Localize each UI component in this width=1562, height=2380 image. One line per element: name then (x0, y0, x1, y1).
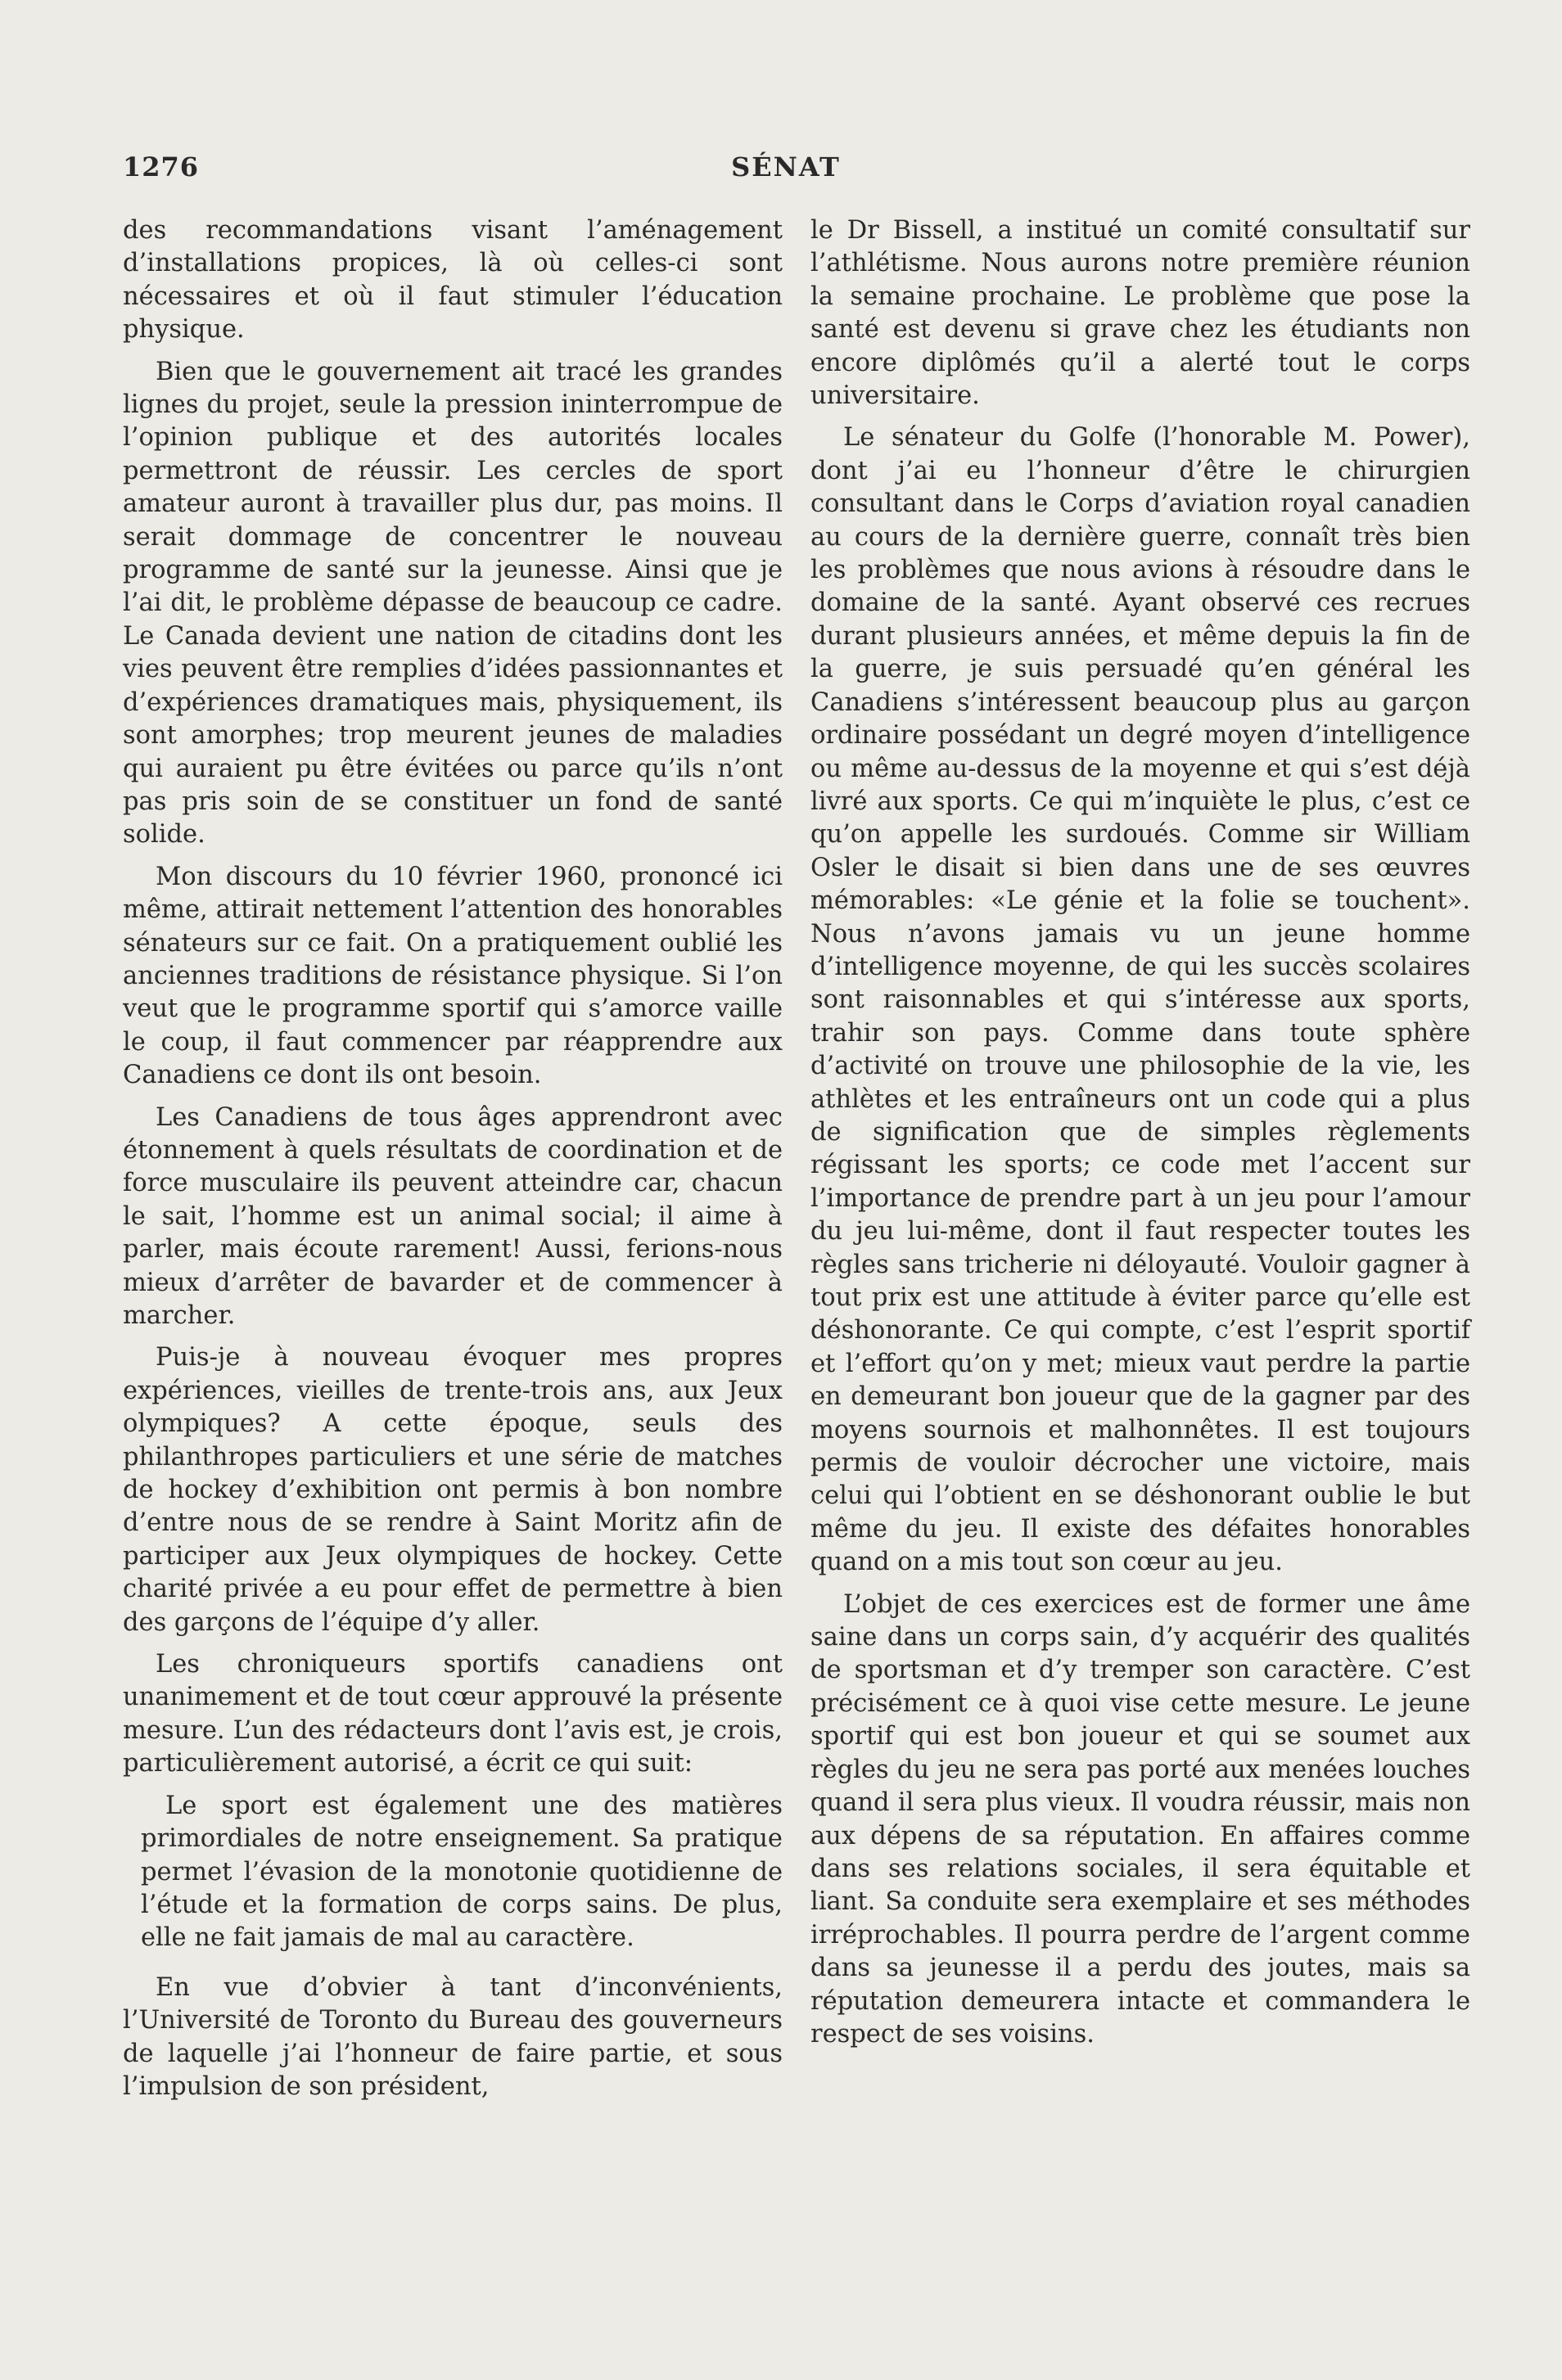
paragraph: Mon discours du 10 février 1960, prononcé ici même, attirait nettement l’attention des honorables sénateurs sur ce fait. On a pratiquement oublié les anciennes traditions de résistance physique. Si l’on veut que le programme sportif qui s’amorce vaille le coup, il faut commencer par réapprendre aux Canadiens ce dont ils ont besoin. (123, 862, 783, 1090)
paragraph: Les Canadiens de tous âges apprendront avec étonnement à quels résultats de coordination et de force musculaire ils peuvent atteindre car, chacun le sait, l’homme est un animal social; il aime à parler, mais écoute rarement! Aussi, ferions-nous mieux d’arrêter de bavarder et de commencer à marcher. (123, 1102, 783, 1330)
right-column (810, 214, 1470, 2060)
paragraph: Bien que le gouvernement ait tracé les grandes lignes du projet, seule la pression ininterrompue de l’opinion publique et des autorités locales permettront de réussir. Les cercles de sport amateur auront à travailler plus dur, pas moins. Il serait dommage de concentrer le nouveau programme de santé sur la jeunesse. Ainsi que je l’ai dit, le problème dépasse de beaucoup ce cadre. Le Canada devient une nation de citadins dont les vies peuvent être remplies d’idées passionnantes et d’expériences dramatiques mais, physiquement, ils sont amorphes; trop meurent jeunes de maladies qui auraient pu être évitées ou parce qu’ils n’ont pas pris soin de se constituer un fond de santé solide. (123, 357, 783, 850)
block-quote: Le sport est également une des matières primordiales de notre enseignement. Sa pratique permet l’évasion de la monotonie quotidienne de l’étude et la formation de corps sains. De plus, elle ne fait jamais de mal au caractère. (141, 1791, 783, 1953)
paragraph: En vue d’obvier à tant d’inconvénients, l’Université de Toronto du Bureau des gouverneurs de laquelle j’ai l’honneur de faire partie, et sous l’impulsion de son président, (123, 1972, 783, 2101)
paragraph: Le sénateur du Golfe (l’honorable M. Power), dont j’ai eu l’honneur d’être le chirurgien consultant dans le Corps d’aviation royal canadien au cours de la dernière guerre, connaît très bien les problèmes que nous avions à résoudre dans le domaine de la santé. Ayant observé ces recrues durant plusieurs années, et même depuis la fin de la guerre, je suis persuadé qu’en général les Canadiens s’intéressent beaucoup plus au garçon ordinaire possédant un degré moyen d’intelligence ou même au-dessus de la moyenne et qui s’est déjà livré aux sports. Ce qui m’inquiète le plus, c’est ce qu’on appelle les surdoués. Comme sir William Osler le disait si bien dans une de ses œuvres mémorables: «Le génie et la folie se touchent». Nous n’avons jamais vu un jeune homme d’intelligence moyenne, de qui les succès scolaires sont raisonnables et qui s’intéresse aux sports, trahir son pays. Comme dans toute sphère d’activité on trouve une philosophie de la vie, les athlètes et les entraîneurs ont un code qui a plus de signification que de simples règlements régissant les sports; ce code met l’accent sur l’importance de prendre part à un jeu pour l’amour du jeu lui-même, dont il faut respecter toutes les règles sans tricherie ni déloyauté. Vouloir gagner à tout prix est une attitude à éviter parce qu’elle est déshonorante. Ce qui compte, c’est l’esprit sportif et l’effort qu’on y met; mieux vaut perdre la partie en demeurant bon joueur que de la gagner par des moyens sournois et malhonnêtes. Il est toujours permis de vouloir décrocher une victoire, mais celui qui l’obtient en se déshonorant oublie le but même du jeu. Il existe des défaites honorables quand on a mis tout son cœur au jeu. (810, 423, 1470, 1577)
page-number: 1276 (123, 151, 200, 183)
paragraph: le Dr Bissell, a institué un comité consultatif sur l’athlétisme. Nous aurons notre première réunion la semaine prochaine. Le problème que pose la santé est devenu si grave chez les étudiants non encore diplômés qu’il a alerté tout le corps universitaire. (810, 216, 1470, 411)
running-head: SÉNAT (731, 151, 841, 183)
paragraph: Puis-je à nouveau évoquer mes propres expériences, vieilles de trente-trois ans, aux Jeux olympiques? A cette époque, seuls des philanthropes particuliers et une série de matches de hockey d’exhibition ont permis à bon nombre d’entre nous de se rendre à Saint Moritz afin de participer aux Jeux olympiques de hockey. Cette charité privée a eu pour effet de permettre à bien des garçons de l’équipe d’y aller. (123, 1343, 783, 1637)
paragraph: L’objet de ces exercices est de former une âme saine dans un corps sain, d’y acquérir des qualités de sportsman et d’y tremper son caractère. C’est précisément ce à quoi vise cette mesure. Le jeune sportif qui est bon joueur et qui se soumet aux règles du jeu ne sera pas porté aux menées louches quand il sera plus vieux. Il voudra réussir, mais non aux dépens de sa réputation. En affaires comme dans ses relations sociales, il sera équitable et liant. Sa conduite sera exemplaire et ses méthodes irréprochables. Il pourra perdre de l’argent comme dans sa jeunesse il a perdu des joutes, mais sa réputation demeurera intacte et commandera le respect de ses voisins. (810, 1589, 1470, 2049)
paragraph: Les chroniqueurs sportifs canadiens ont unanimement et de tout cœur approuvé la présente mesure. L’un des rédacteurs dont l’avis est, je crois, particulièrement autorisé, a écrit ce qui suit: (123, 1650, 783, 1778)
page-header (123, 151, 1449, 192)
left-column (123, 214, 783, 2112)
paragraph: des recommandations visant l’aménagement d’installations propices, là où celles-ci sont nécessaires et où il faut stimuler l’éducation physique. (123, 216, 783, 345)
